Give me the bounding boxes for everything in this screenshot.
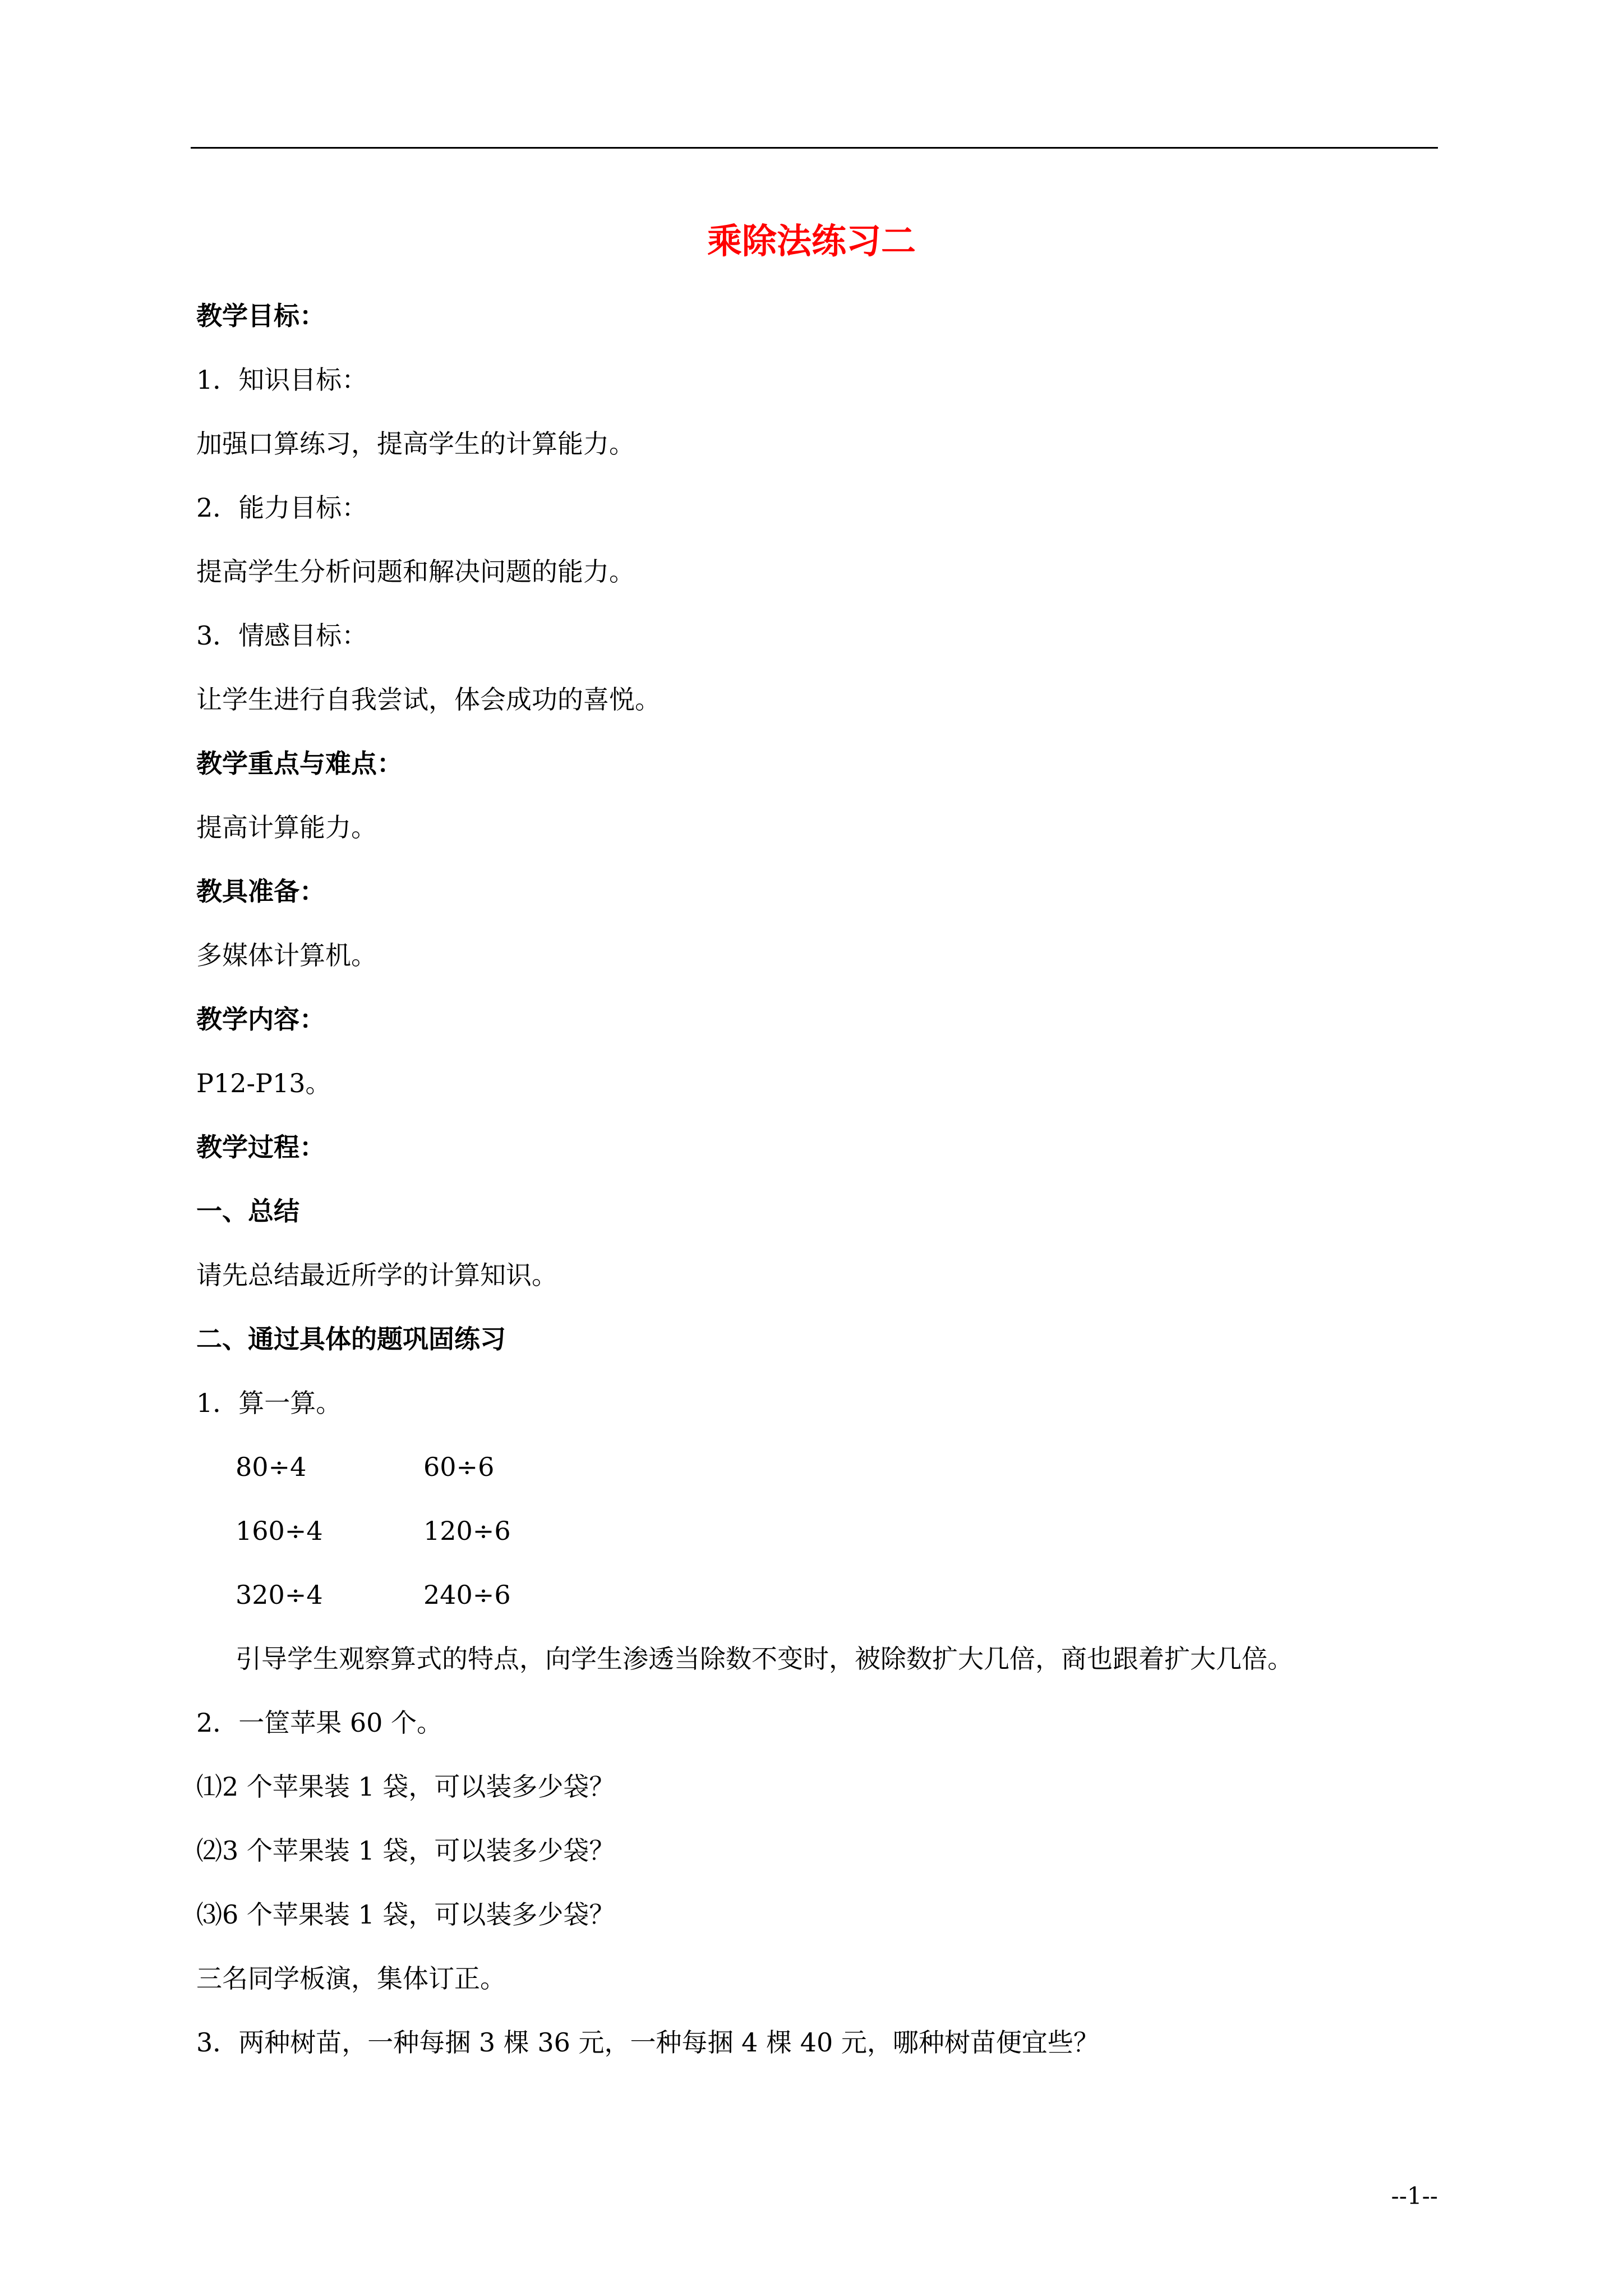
- knowledge-objective-text: 加强口算练习，提高学生的计算能力。: [196, 429, 635, 459]
- page-title: 乘除法练习二: [707, 220, 916, 261]
- ability-objective-text: 提高学生分析问题和解决问题的能力。: [196, 556, 635, 587]
- content-heading: 教学内容：: [196, 1004, 325, 1034]
- section-summary-heading: 一、总结: [196, 1196, 299, 1226]
- calculation-item: 80÷4: [236, 1452, 307, 1482]
- key-points-heading: 教学重点与难点：: [196, 748, 403, 779]
- calculation-item: 60÷6: [423, 1452, 495, 1482]
- question-2-label: 2．一筐苹果 60 个。: [196, 1708, 443, 1738]
- calculation-item: 160÷4: [236, 1516, 323, 1546]
- question-2-item: ⑶6 个苹果装 1 袋，可以装多少袋？: [196, 1899, 615, 1930]
- question-2-note: 三名同学板演，集体订正。: [196, 1963, 506, 1994]
- emotion-objective-label: 3．情感目标：: [196, 620, 368, 651]
- ability-objective-label: 2．能力目标：: [196, 493, 368, 523]
- header-rule: [191, 147, 1438, 149]
- question-1-guidance: 引导学生观察算式的特点，向学生渗透当除数不变时，被除数扩大几倍，商也跟着扩大几倍。: [236, 1644, 1293, 1674]
- key-points-text: 提高计算能力。: [196, 812, 377, 843]
- tools-text: 多媒体计算机。: [196, 940, 377, 970]
- section-practice-heading: 二、通过具体的题巩固练习: [196, 1324, 506, 1354]
- calculation-item: 320÷4: [236, 1580, 323, 1610]
- content-text: P12-P13。: [196, 1068, 331, 1098]
- section-summary-text: 请先总结最近所学的计算知识。: [196, 1260, 557, 1290]
- calculation-item: 240÷6: [423, 1580, 511, 1610]
- calculation-item: 120÷6: [423, 1516, 511, 1546]
- question-2-item: ⑵3 个苹果装 1 袋，可以装多少袋？: [196, 1835, 615, 1866]
- objectives-heading: 教学目标：: [196, 301, 325, 331]
- question-1-label: 1．算一算。: [196, 1388, 342, 1418]
- emotion-objective-text: 让学生进行自我尝试，体会成功的喜悦。: [196, 684, 661, 715]
- question-3-text: 3．两种树苗，一种每捆 3 棵 36 元，一种每捆 4 棵 40 元，哪种树苗便宜些？: [196, 2027, 1099, 2058]
- question-2-item: ⑴2 个苹果装 1 袋，可以装多少袋？: [196, 1772, 615, 1802]
- process-heading: 教学过程：: [196, 1132, 325, 1162]
- tools-heading: 教具准备：: [196, 876, 325, 907]
- page-number: --1--: [1391, 2182, 1438, 2210]
- knowledge-objective-label: 1．知识目标：: [196, 365, 368, 395]
